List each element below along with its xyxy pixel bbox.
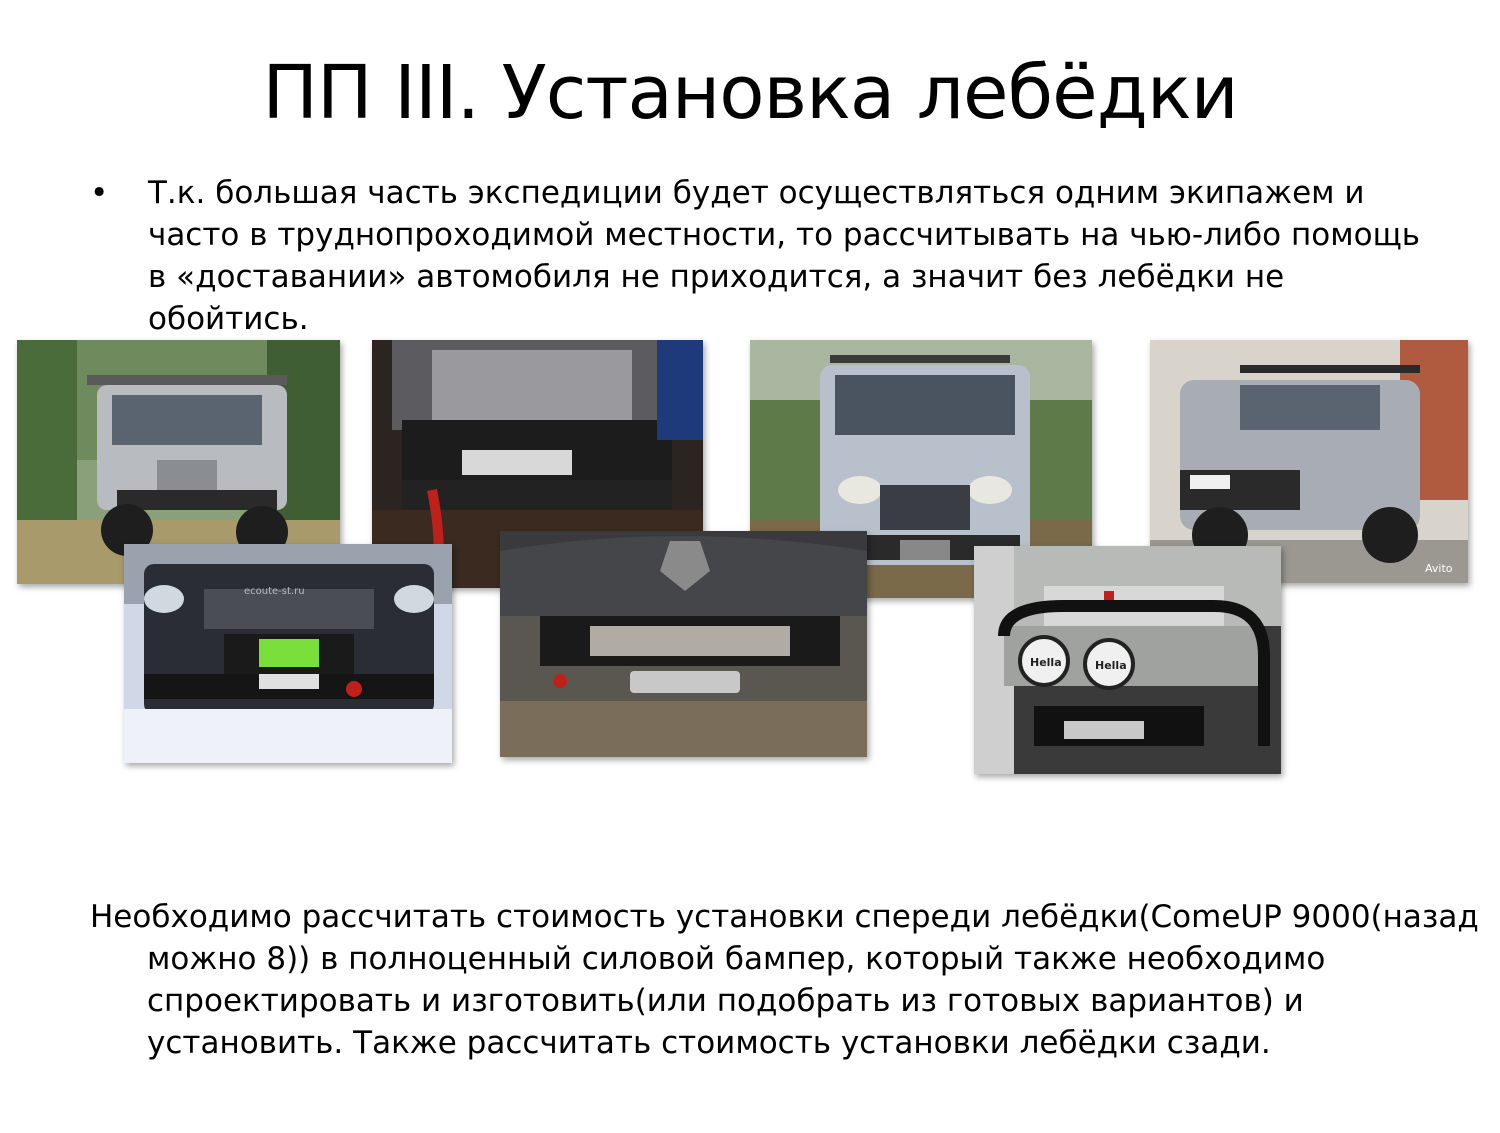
photo-winch-under-grille (500, 531, 867, 757)
snow-winch-image (124, 544, 452, 763)
winch-under-grille-image (500, 531, 867, 757)
photo-snow-winch (124, 544, 452, 763)
slide-title: ПП III. Установка лебёдки (262, 50, 1238, 136)
cost-note-text: Необходимо рассчитать стоимость установки спереди лебёдки(ComeUP 9000(назад можно 8)) в полноценный силовой бампер, который также необходимо спроектировать и изготовить(или подобрать из готовых вариантов) и установить. Также рассчитать стоимость установки лебёдки сзади. (90, 899, 1479, 1061)
bullet-marker: • (90, 175, 109, 211)
bullet-text: Т.к. большая часть экспедиции будет осуществляться одним экипажем и часто в труднопроходимой местности, то рассчитывать на чью-либо помощь в «доставании» автомобиля не приходится, а значит без лебёдки не обойтись. (148, 175, 1421, 337)
hella-label-right: Hella (1095, 659, 1127, 672)
hella-label-left: Hella (1030, 656, 1062, 669)
ecoute-watermark: ecoute-st.ru (244, 586, 305, 597)
bullbar-hella-image (974, 546, 1281, 774)
avito-watermark: Avito (1425, 562, 1453, 575)
photo-bullbar-hella (974, 546, 1281, 774)
